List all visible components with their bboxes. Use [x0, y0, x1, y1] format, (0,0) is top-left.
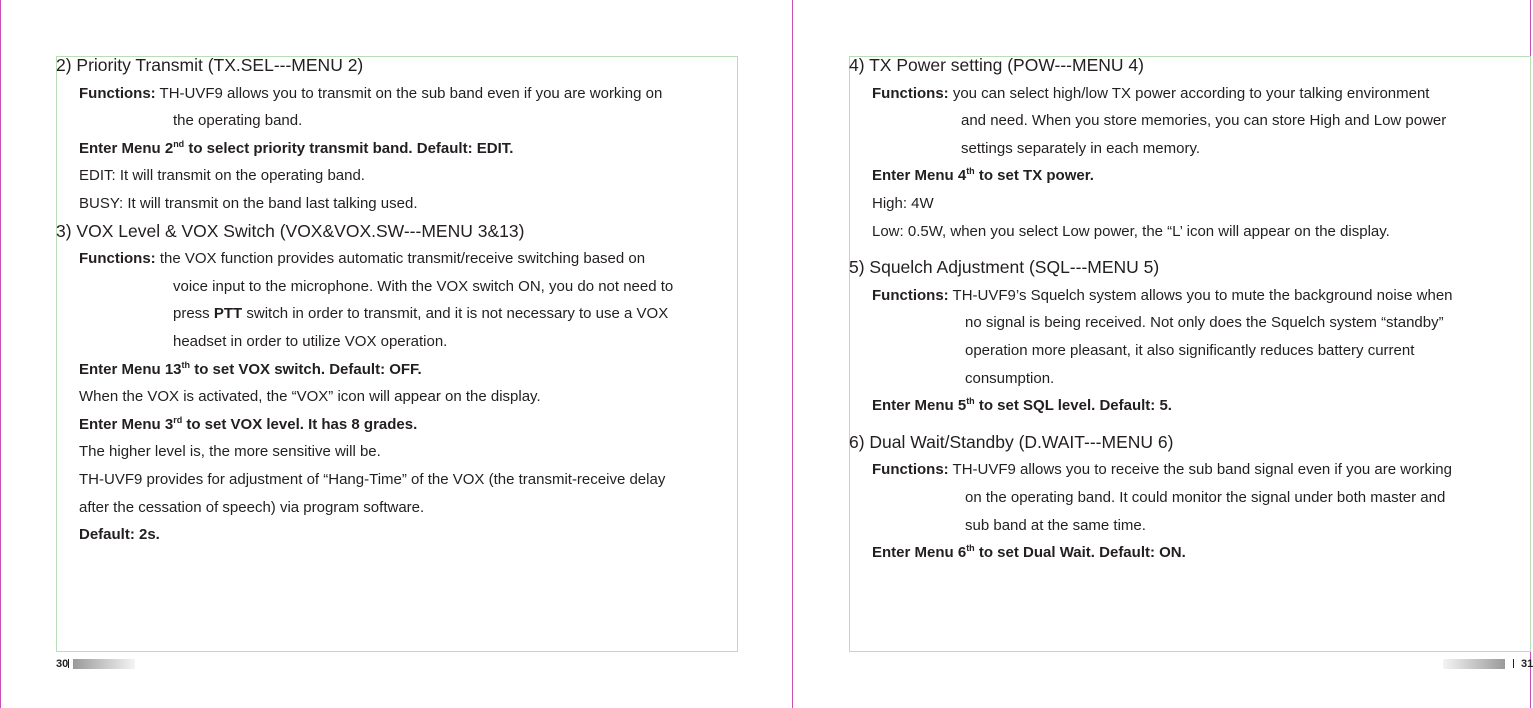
footer-gradient-bar	[73, 659, 135, 669]
menu-instruction-2: Enter Menu 2nd to select priority transmit band. Default: EDIT.	[79, 138, 514, 157]
right-page-content	[849, 52, 1531, 567]
section-title-tx-power: 4) TX Power setting (POW---MENU 4)	[849, 55, 1144, 75]
hang-time-note: TH-UVF9 provides for adjustment of “Hang-Time” of the VOX (the transmit-receive delay	[79, 470, 666, 488]
functions-continuation: operation more pleasant, it also significantly reduces battery current	[965, 341, 1415, 359]
functions-continuation: the operating band.	[173, 112, 303, 130]
menu-instruction-5: Enter Menu 5th to set SQL level. Default: 5.	[872, 396, 1172, 415]
menu-instruction-13: Enter Menu 13th to set VOX switch. Default: OFF.	[79, 359, 422, 378]
functions-continuation: settings separately in each memory.	[961, 139, 1200, 157]
functions-continuation: on the operating band. It could monitor the signal under both master and	[965, 488, 1446, 506]
option-high: High: 4W	[872, 194, 934, 212]
functions-squelch: Functions: TH-UVF9’s Squelch system allows you to mute the background noise when	[872, 286, 1453, 304]
functions-priority-transmit: Functions: TH-UVF9 allows you to transmit on the sub band even if you are working on	[79, 84, 663, 102]
functions-continuation: voice input to the microphone. With the VOX switch ON, you do not need to	[173, 277, 674, 295]
left-page-content	[56, 52, 746, 549]
hang-time-note-continuation: after the cessation of speech) via program software.	[79, 498, 425, 516]
functions-tx-power: Functions: you can select high/low TX power according to your talking environment	[872, 84, 1430, 102]
functions-continuation: consumption.	[965, 369, 1055, 387]
section-title-squelch: 5) Squelch Adjustment (SQL---MENU 5)	[849, 257, 1160, 278]
footer-divider	[1513, 659, 1514, 668]
page-spine	[792, 0, 793, 708]
page-footer-right	[1443, 657, 1533, 670]
functions-dual-wait: Functions: TH-UVF9 allows you to receive the sub band signal even if you are working	[872, 461, 1452, 479]
option-low: Low: 0.5W, when you select Low power, the “L’ icon will appear on the display.	[872, 222, 1390, 240]
footer-divider	[68, 659, 69, 668]
functions-continuation: headset in order to utilize VOX operation.	[173, 332, 448, 350]
functions-continuation: no signal is being received. Not only does the Squelch system “standby”	[965, 314, 1444, 332]
page-number: 31	[1521, 657, 1533, 670]
menu-instruction-6: Enter Menu 6th to set Dual Wait. Default: ON.	[872, 543, 1186, 562]
section-title-dual-wait: 6) Dual Wait/Standby (D.WAIT---MENU 6)	[849, 431, 1174, 452]
functions-vox: Functions: the VOX function provides automatic transmit/receive switching based on	[79, 250, 646, 268]
section-title-priority-transmit: 2) Priority Transmit (TX.SEL---MENU 2)	[56, 55, 364, 75]
option-busy: BUSY: It will transmit on the band last talking used.	[79, 194, 418, 212]
menu-instruction-4: Enter Menu 4th to set TX power.	[872, 166, 1094, 185]
page-number: 30	[56, 657, 69, 670]
functions-continuation: sub band at the same time.	[965, 516, 1146, 534]
hang-time-default: Default: 2s.	[79, 526, 160, 544]
functions-continuation: and need. When you store memories, you can store High and Low power	[961, 112, 1447, 130]
footer-gradient-bar	[1443, 659, 1505, 669]
functions-continuation: press PTT switch in order to transmit, and it is not necessary to use a VOX	[173, 305, 669, 323]
vox-sensitivity-note: The higher level is, the more sensitive will be.	[79, 443, 381, 461]
option-edit: EDIT: It will transmit on the operating band.	[79, 167, 365, 185]
page-footer-left	[56, 657, 135, 670]
page-edge-left	[0, 0, 1, 708]
vox-icon-note: When the VOX is activated, the “VOX” icon will appear on the display.	[79, 388, 541, 406]
section-title-vox: 3) VOX Level & VOX Switch (VOX&VOX.SW---MENU 3&13)	[56, 220, 525, 241]
menu-instruction-3: Enter Menu 3rd to set VOX level. It has 8 grades.	[79, 414, 418, 433]
